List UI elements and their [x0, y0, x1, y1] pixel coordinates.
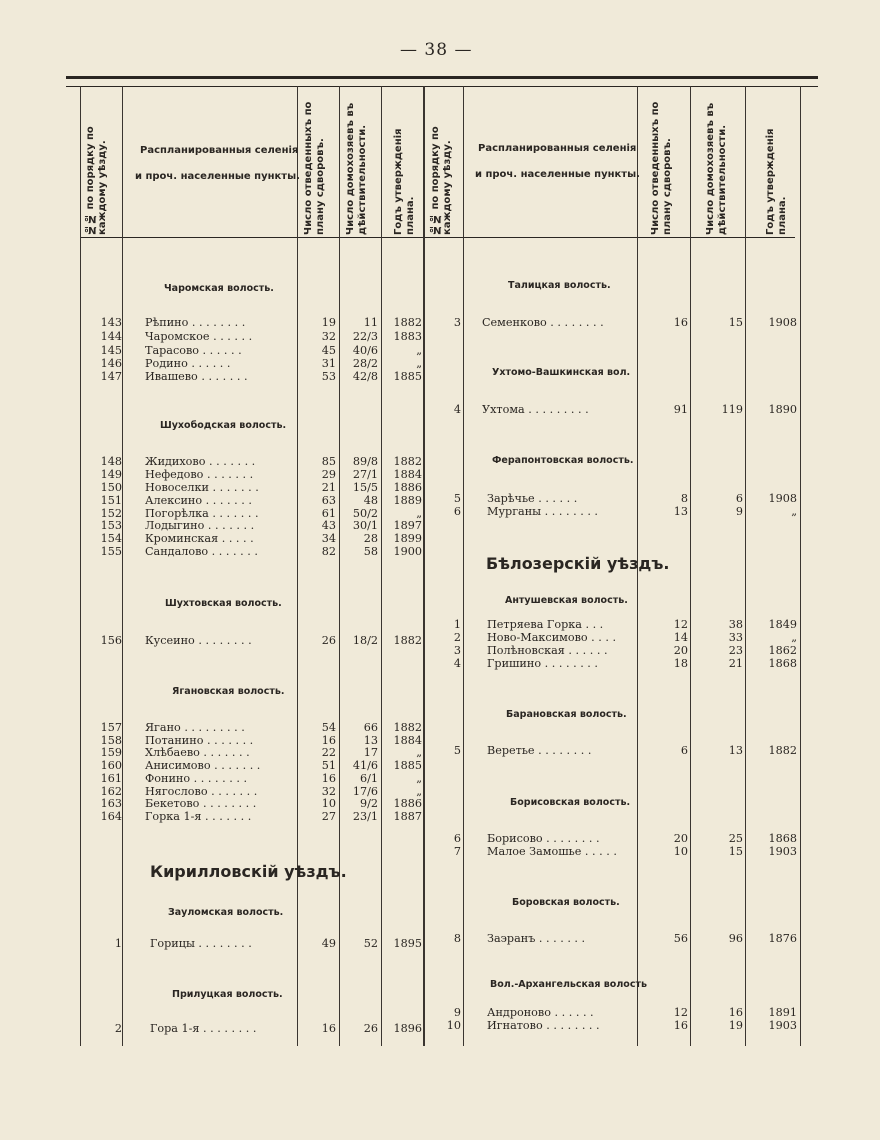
- row-name: Рѣпино . . . . . . . .: [145, 316, 246, 329]
- row-name: Жидихово . . . . . . .: [145, 455, 256, 468]
- section-title: Боровская волость.: [512, 897, 620, 908]
- row-name: Веретье . . . . . . . .: [487, 744, 592, 757]
- row-households: 17: [363, 746, 378, 759]
- row-name: Тарасово . . . . . .: [145, 344, 242, 357]
- row-name: Родино . . . . . .: [145, 357, 231, 370]
- row-no: 164: [100, 810, 122, 823]
- row-name: Алексино . . . . . . .: [145, 494, 252, 507]
- row-no: 160: [100, 759, 122, 772]
- row-plots: 16: [321, 734, 336, 747]
- row-households: 15/5: [352, 481, 378, 494]
- row-name: Зарѣчье . . . . . .: [487, 492, 578, 505]
- row-households: 6/1: [359, 772, 378, 785]
- row-plots: 12: [673, 1006, 688, 1019]
- row-name: Сандалово . . . . . . .: [145, 545, 258, 558]
- row-year: 1890: [768, 403, 797, 416]
- row-plots: 10: [321, 797, 336, 810]
- row-households: 13: [728, 744, 743, 757]
- row-year: „: [416, 746, 422, 759]
- row-households: 96: [728, 932, 743, 945]
- row-households: 23/1: [352, 810, 378, 823]
- row-no: 152: [100, 507, 122, 520]
- row-no: 6: [453, 505, 461, 518]
- row-households: 119: [721, 403, 743, 416]
- row-no: 163: [100, 797, 122, 810]
- col-line: [423, 86, 425, 1046]
- row-name: Кусеино . . . . . . . .: [145, 634, 252, 647]
- section-title: Чаромская волость.: [164, 283, 274, 294]
- row-name: Ивашево . . . . . . .: [145, 370, 248, 383]
- row-name: Ухтома . . . . . . . . .: [482, 403, 589, 416]
- row-plots: 20: [673, 832, 688, 845]
- row-no: 10: [446, 1019, 461, 1032]
- row-name: Полѣновская . . . . . .: [487, 644, 608, 657]
- row-households: 28/2: [352, 357, 378, 370]
- row-no: 3: [453, 316, 461, 329]
- row-year: 1895: [393, 937, 422, 950]
- row-name: Игнатово . . . . . . . .: [487, 1019, 600, 1032]
- section-title: Шухтовская волость.: [165, 598, 282, 609]
- row-plots: 29: [321, 468, 336, 481]
- row-name: Нягослово . . . . . . .: [145, 785, 258, 798]
- row-name: Петряева Горка . . .: [487, 618, 604, 631]
- row-plots: 91: [673, 403, 688, 416]
- header-households-right: Число домохозяевъ въ дѣйствительности.: [705, 102, 728, 235]
- row-households: 28: [363, 532, 378, 545]
- col-line: [381, 86, 382, 1046]
- row-no: 159: [100, 746, 122, 759]
- row-year: „: [416, 344, 422, 357]
- row-households: 33: [728, 631, 743, 644]
- header-households: Число домохозяевъ въ дѣйствительности.: [345, 102, 368, 235]
- row-no: 144: [100, 330, 122, 343]
- row-no: 153: [100, 519, 122, 532]
- row-no: 154: [100, 532, 122, 545]
- section-title: Талицкая волость.: [508, 280, 611, 291]
- row-households: 11: [363, 316, 378, 329]
- header-bottom-rule: [80, 237, 795, 238]
- header-name-1-right: Распланированныя селенія: [478, 143, 637, 154]
- row-households: 22/3: [352, 330, 378, 343]
- row-name: Нефедово . . . . . . .: [145, 468, 254, 481]
- row-year: 1885: [393, 759, 422, 772]
- row-year: 1882: [393, 634, 422, 647]
- row-households: 27/1: [352, 468, 378, 481]
- row-households: 15: [728, 845, 743, 858]
- row-plots: 43: [321, 519, 336, 532]
- uezd-title: Бѣлозерскій уѣздъ.: [486, 554, 670, 573]
- row-year: 1903: [768, 1019, 797, 1032]
- row-plots: 56: [673, 932, 688, 945]
- row-no: 9: [453, 1006, 461, 1019]
- row-plots: 6: [680, 744, 688, 757]
- row-households: 42/8: [352, 370, 378, 383]
- row-name: Заэранъ . . . . . . .: [487, 932, 586, 945]
- row-name: Борисово . . . . . . . .: [487, 832, 600, 845]
- row-year: „: [416, 507, 422, 520]
- row-no: 5: [453, 492, 461, 505]
- col-line: [745, 86, 746, 1046]
- page-number: — 38 —: [400, 40, 473, 60]
- row-name: Новоселки . . . . . . .: [145, 481, 259, 494]
- section-title: Прилуцкая волость.: [172, 989, 283, 1000]
- row-plots: 32: [321, 785, 336, 798]
- section-title: Вол.-Архангельская волость: [490, 979, 647, 990]
- row-households: 6: [735, 492, 743, 505]
- row-no: 4: [453, 403, 461, 416]
- row-year: 1868: [768, 657, 797, 670]
- row-year: 1891: [768, 1006, 797, 1019]
- header-year-right: Годъ утвержденія плана.: [765, 128, 788, 235]
- row-households: 26: [363, 1022, 378, 1035]
- row-no: 3: [453, 644, 461, 657]
- col-line: [800, 86, 801, 1046]
- row-plots: 31: [321, 357, 336, 370]
- row-name: Мурганы . . . . . . . .: [487, 505, 598, 518]
- row-year: „: [791, 631, 797, 644]
- row-year: „: [416, 785, 422, 798]
- row-name: Хлѣбаево . . . . . . .: [145, 746, 250, 759]
- row-no: 2: [114, 1022, 122, 1035]
- row-year: „: [416, 357, 422, 370]
- row-plots: 14: [673, 631, 688, 644]
- row-households: 15: [728, 316, 743, 329]
- row-plots: 12: [673, 618, 688, 631]
- row-plots: 16: [321, 772, 336, 785]
- row-name: Горицы . . . . . . . .: [150, 937, 252, 950]
- row-no: 148: [100, 455, 122, 468]
- row-plots: 49: [321, 937, 336, 950]
- row-no: 156: [100, 634, 122, 647]
- uezd-title: Кирилловскій уѣздъ.: [150, 862, 347, 881]
- row-name: Кроминская . . . . .: [145, 532, 254, 545]
- row-plots: 16: [673, 1019, 688, 1032]
- row-plots: 16: [673, 316, 688, 329]
- row-households: 18/2: [352, 634, 378, 647]
- row-households: 52: [363, 937, 378, 950]
- header-plots: Число отведенныхъ по плану сдворовъ.: [303, 101, 326, 235]
- row-year: 1900: [393, 545, 422, 558]
- row-households: 38: [728, 618, 743, 631]
- row-year: 1882: [393, 316, 422, 329]
- header-name-2: и проч. населенные пункты.: [135, 171, 300, 182]
- section-title: Ферапонтовская волость.: [492, 455, 634, 466]
- row-no: 8: [453, 932, 461, 945]
- row-households: 89/8: [352, 455, 378, 468]
- row-households: 50/2: [352, 507, 378, 520]
- row-name: Малое Замошье . . . . .: [487, 845, 617, 858]
- row-plots: 51: [321, 759, 336, 772]
- row-households: 23: [728, 644, 743, 657]
- header-no: №№ по порядку по каждому уѣзду.: [85, 126, 108, 235]
- row-no: 158: [100, 734, 122, 747]
- row-year: 1882: [768, 744, 797, 757]
- row-name: Потанино . . . . . . .: [145, 734, 254, 747]
- row-year: 1886: [393, 797, 422, 810]
- row-households: 19: [728, 1019, 743, 1032]
- col-line: [339, 86, 340, 1046]
- row-households: 58: [363, 545, 378, 558]
- row-name: Андроново . . . . . .: [487, 1006, 594, 1019]
- header-plots-right: Число отведенныхъ по плану сдворовъ.: [650, 101, 673, 235]
- top-rule: [66, 76, 818, 79]
- row-year: 1908: [768, 492, 797, 505]
- row-no: 2: [453, 631, 461, 644]
- row-plots: 26: [321, 634, 336, 647]
- row-households: 48: [363, 494, 378, 507]
- row-plots: 27: [321, 810, 336, 823]
- row-households: 30/1: [352, 519, 378, 532]
- row-plots: 10: [673, 845, 688, 858]
- row-year: 1876: [768, 932, 797, 945]
- row-no: 145: [100, 344, 122, 357]
- row-name: Горка 1-я . . . . . . .: [145, 810, 252, 823]
- row-year: 1868: [768, 832, 797, 845]
- col-line: [80, 86, 81, 1046]
- row-name: Фонино . . . . . . . .: [145, 772, 248, 785]
- section-title: Шухободская волость.: [160, 420, 287, 431]
- col-line: [463, 86, 464, 1046]
- row-no: 161: [100, 772, 122, 785]
- row-name: Ново-Максимово . . . .: [487, 631, 617, 644]
- row-households: 25: [728, 832, 743, 845]
- header-year: Годъ утвержденія плана.: [393, 128, 416, 235]
- row-no: 155: [100, 545, 122, 558]
- row-households: 9/2: [359, 797, 378, 810]
- row-name: Анисимово . . . . . . .: [145, 759, 261, 772]
- row-households: 17/6: [352, 785, 378, 798]
- section-title: Ухтомо-Вашкинская вол.: [492, 367, 631, 378]
- header-no-right: №№ по порядку по каждому уѣзду.: [430, 126, 453, 235]
- row-no: 5: [453, 744, 461, 757]
- row-no: 149: [100, 468, 122, 481]
- row-no: 146: [100, 357, 122, 370]
- row-no: 1: [453, 618, 461, 631]
- row-plots: 63: [321, 494, 336, 507]
- row-year: 1883: [393, 330, 422, 343]
- row-plots: 54: [321, 721, 336, 734]
- row-year: 1849: [768, 618, 797, 631]
- row-plots: 53: [321, 370, 336, 383]
- row-name: Лодыгино . . . . . . .: [145, 519, 255, 532]
- row-plots: 20: [673, 644, 688, 657]
- row-year: 1897: [393, 519, 422, 532]
- col-line: [690, 86, 691, 1046]
- row-plots: 13: [673, 505, 688, 518]
- col-line: [297, 86, 298, 1046]
- row-year: 1887: [393, 810, 422, 823]
- row-plots: 61: [321, 507, 336, 520]
- row-no: 150: [100, 481, 122, 494]
- row-name: Бекетово . . . . . . . .: [145, 797, 257, 810]
- row-households: 40/6: [352, 344, 378, 357]
- row-households: 9: [735, 505, 743, 518]
- row-no: 7: [453, 845, 461, 858]
- row-no: 143: [100, 316, 122, 329]
- row-plots: 18: [673, 657, 688, 670]
- row-year: 1899: [393, 532, 422, 545]
- row-year: 1882: [393, 721, 422, 734]
- row-households: 21: [728, 657, 743, 670]
- row-households: 66: [363, 721, 378, 734]
- row-year: 1884: [393, 734, 422, 747]
- row-households: 41/6: [352, 759, 378, 772]
- row-year: 1903: [768, 845, 797, 858]
- row-plots: 34: [321, 532, 336, 545]
- row-no: 157: [100, 721, 122, 734]
- section-title: Ягановская волость.: [172, 686, 285, 697]
- section-title: Барановская волость.: [506, 709, 627, 720]
- row-year: 1886: [393, 481, 422, 494]
- row-households: 16: [728, 1006, 743, 1019]
- row-plots: 19: [321, 316, 336, 329]
- section-title: Борисовская волость.: [510, 797, 631, 808]
- row-year: „: [791, 505, 797, 518]
- row-year: 1896: [393, 1022, 422, 1035]
- row-households: 13: [363, 734, 378, 747]
- top-rule-thin: [66, 86, 818, 87]
- row-plots: 22: [321, 746, 336, 759]
- row-year: 1882: [393, 455, 422, 468]
- header-name-1: Распланированныя селенія: [140, 145, 299, 156]
- row-name: Ягано . . . . . . . . .: [145, 721, 245, 734]
- col-line: [122, 86, 123, 1046]
- row-no: 4: [453, 657, 461, 670]
- header-name-2-right: и проч. населенные пункты.: [475, 169, 640, 180]
- row-no: 1: [114, 937, 122, 950]
- row-plots: 85: [321, 455, 336, 468]
- row-year: 1862: [768, 644, 797, 657]
- row-year: 1908: [768, 316, 797, 329]
- row-name: Гора 1-я . . . . . . . .: [150, 1022, 257, 1035]
- row-no: 147: [100, 370, 122, 383]
- row-plots: 16: [321, 1022, 336, 1035]
- row-year: „: [416, 772, 422, 785]
- row-year: 1885: [393, 370, 422, 383]
- row-year: 1889: [393, 494, 422, 507]
- row-plots: 21: [321, 481, 336, 494]
- row-no: 151: [100, 494, 122, 507]
- row-no: 162: [100, 785, 122, 798]
- row-year: 1884: [393, 468, 422, 481]
- row-no: 6: [453, 832, 461, 845]
- row-name: Гришино . . . . . . . .: [487, 657, 598, 670]
- section-title: Зауломская волость.: [168, 907, 284, 918]
- section-title: Антушевская волость.: [505, 595, 628, 606]
- row-plots: 82: [321, 545, 336, 558]
- row-name: Чаромское . . . . . .: [145, 330, 253, 343]
- row-plots: 32: [321, 330, 336, 343]
- row-name: Погорѣлка . . . . . . .: [145, 507, 259, 520]
- row-name: Семенково . . . . . . . .: [482, 316, 604, 329]
- row-plots: 45: [321, 344, 336, 357]
- row-plots: 8: [680, 492, 688, 505]
